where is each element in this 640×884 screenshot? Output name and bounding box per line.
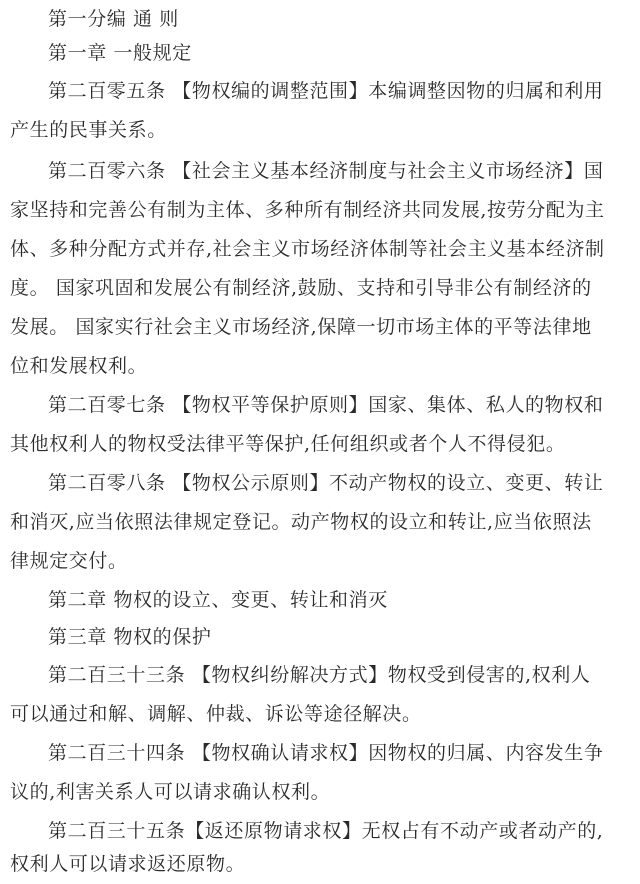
article-205-line-2: 产生的民事关系。 <box>10 119 167 141</box>
article-234-line-2: 议的,利害关系人可以请求确认权利。 <box>10 781 331 803</box>
article-234-line-1: 第二百三十四条 【物权确认请求权】因物权的归属、内容发生争 <box>48 742 604 764</box>
part-heading: 第一分编 通 则 <box>48 8 179 30</box>
article-206-line-6: 位和发展权利。 <box>10 355 148 377</box>
article-208-line-2: 和消灭,应当依照法律规定登记。动产物权的设立和转让,应当依照法 <box>10 511 592 533</box>
article-206-line-1: 第二百零六条 【社会主义基本经济制度与社会主义市场经济】国 <box>48 160 604 182</box>
article-206-line-5: 发展。 国家实行社会主义市场经济,保障一切市场主体的平等法律地 <box>10 316 592 338</box>
article-206-line-3: 体、多种分配方式并存,社会主义市场经济体制等社会主义基本经济制 <box>10 238 605 260</box>
article-208-line-1: 第二百零八条 【物权公示原则】不动产物权的设立、变更、转让 <box>48 472 604 494</box>
article-235-line-2: 权利人可以请求返还原物。 <box>10 853 246 875</box>
article-206-line-4: 度。 国家巩固和发展公有制经济,鼓励、支持和引导非公有制经济的 <box>10 277 592 299</box>
chapter-2-heading: 第二章 物权的设立、变更、转让和消灭 <box>48 589 388 611</box>
article-233-line-1: 第二百三十三条 【物权纠纷解决方式】物权受到侵害的,权利人 <box>48 664 591 686</box>
article-208-line-3: 律规定交付。 <box>10 550 128 572</box>
article-235-line-1: 第二百三十五条【返还原物请求权】无权占有不动产或者动产的, <box>48 820 604 842</box>
article-207-line-2: 其他权利人的物权受法律平等保护,任何组织或者个人不得侵犯。 <box>10 433 566 455</box>
chapter-heading: 第一章 一般规定 <box>48 42 192 64</box>
article-205-line-1: 第二百零五条 【物权编的调整范围】本编调整因物的归属和利用 <box>48 80 604 102</box>
article-206-line-2: 家坚持和完善公有制为主体、多种所有制经济共同发展,按劳分配为主 <box>10 199 605 221</box>
article-233-line-2: 可以通过和解、调解、仲裁、诉讼等途径解决。 <box>10 703 422 725</box>
chapter-3-heading: 第三章 物权的保护 <box>48 626 212 648</box>
article-207-line-1: 第二百零七条 【物权平等保护原则】国家、集体、私人的物权和 <box>48 394 604 416</box>
